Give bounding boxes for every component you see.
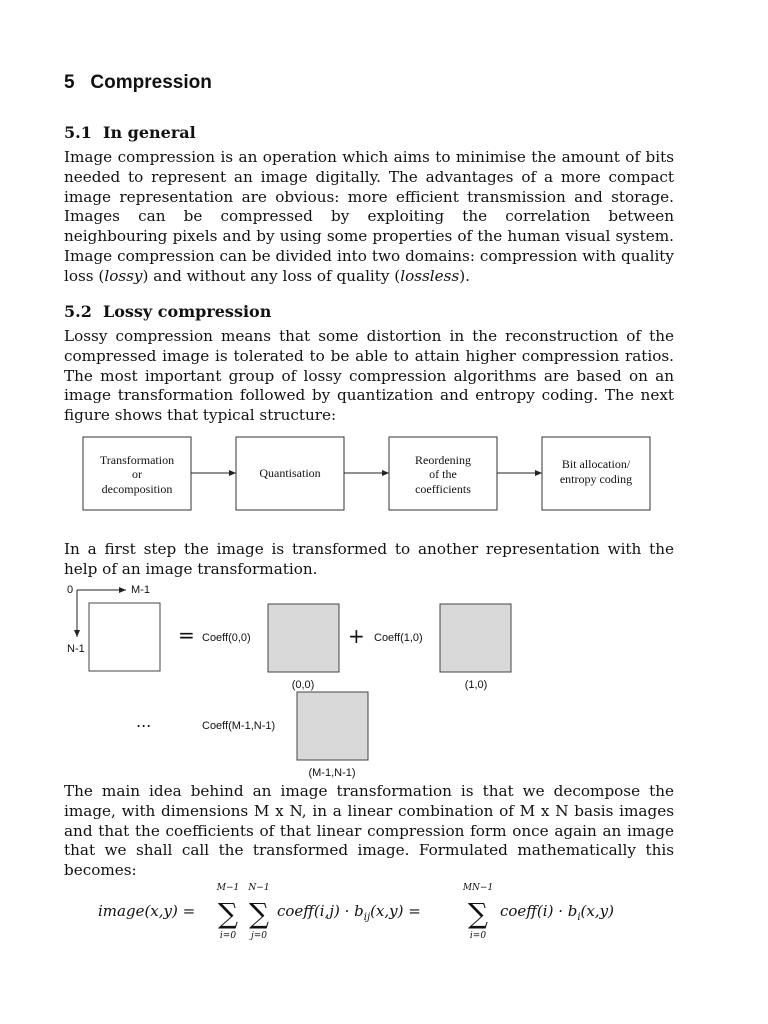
term2-sub: i	[577, 912, 581, 923]
pipeline-box-transformation	[83, 437, 191, 510]
pipeline-box-quantisation	[236, 437, 344, 510]
term-lossless: lossless	[400, 266, 460, 285]
sum2-bottom: j=0	[250, 931, 268, 941]
term1-args: (x,y) =	[370, 902, 421, 920]
basis-label-10: (1,0)	[464, 679, 488, 691]
x-axis-label: M-1	[131, 584, 150, 596]
pipeline-box3-line3: coefficients	[415, 482, 471, 496]
y-axis-label: N-1	[67, 643, 85, 655]
origin-label: 0	[67, 584, 74, 596]
para1-text-b: ) and without any loss of quality (	[142, 266, 401, 285]
basis-label-00: (0,0)	[291, 679, 315, 691]
basis-image-10	[440, 604, 511, 672]
term-lossy: lossy	[104, 266, 143, 285]
paragraph-main-idea: The main idea behind an image transformation is that we decompose the image, with dimensions M x N, in a linear combination of M x N basis images and that the coefficients of that linear compression form once again an image that we shall call the transformed image. Formulated mathematically this becomes:	[64, 782, 674, 880]
pipeline-box1-line2: or	[132, 467, 142, 481]
ellipsis: ...	[136, 712, 152, 731]
formula	[96, 878, 696, 948]
sum2-sigma: ∑	[249, 897, 269, 930]
sum1-top: M−1	[216, 883, 240, 893]
term1-sub: ij	[363, 912, 371, 923]
pipeline-box4-line2: entropy coding	[559, 472, 633, 486]
formula-term1	[277, 902, 421, 923]
term2-main: coeff(i) · b	[500, 902, 578, 920]
sum3-sigma: ∑	[468, 897, 488, 930]
basis-image-00	[268, 604, 339, 672]
sum2-top: N−1	[248, 883, 270, 893]
para1-text-a: Image compression is an operation which aims to minimise the amount of bits needed to represent an image digitally. The advantages of a more compact image representation are obvious: more efficient transmission and storage. Images can be compressed by exploiting the correlation between neighbouring pixels and by using some properties of the human visual system. Image compression can be divided into two domains: compression with quality loss (	[64, 148, 674, 285]
pipeline-box3-line2: of the	[429, 467, 457, 481]
coeff-00-label: Coeff(0,0)	[202, 632, 251, 644]
term1-main: coeff(i,j) · b	[277, 902, 364, 920]
basis-figure	[67, 584, 511, 779]
subsection-number: 5.2	[64, 302, 92, 321]
subsection-title: Lossy compression	[102, 302, 272, 321]
basis-label-last: (M-1,N-1)	[308, 767, 356, 779]
subsection-heading-lossy	[64, 302, 271, 321]
sum3-top: MN−1	[462, 883, 494, 893]
pipeline-diagram	[83, 437, 650, 510]
paragraph-first-step: In a first step the image is transformed to another representation with the help of an image transformation.	[64, 540, 674, 578]
formula-term2	[500, 902, 614, 923]
pipeline-box2-line1: Quantisation	[259, 466, 321, 480]
pipeline-box-reordering	[389, 437, 497, 510]
sum3-bottom: i=0	[469, 931, 487, 941]
section-title: Compression	[90, 72, 212, 93]
term2-args: (x,y)	[580, 902, 614, 920]
subsection-heading-general	[64, 123, 196, 142]
pipeline-box3-line1: Reordening	[415, 453, 471, 467]
sum1-bottom: i=0	[219, 931, 237, 941]
coeff-last-label: Coeff(M-1,N-1)	[202, 720, 276, 732]
section-number: 5	[64, 72, 75, 93]
plus-sign: +	[348, 624, 365, 648]
pipeline-box-entropy	[542, 437, 650, 510]
pipeline-box4-line1: Bit allocation/	[561, 457, 631, 471]
paragraph-general	[64, 148, 674, 287]
pipeline-box1-line3: decomposition	[101, 482, 173, 496]
image-square	[89, 603, 160, 671]
subsection-number: 5.1	[64, 123, 92, 142]
equals-sign: =	[178, 623, 195, 647]
sum1-sigma: ∑	[218, 897, 238, 930]
pipeline-box1-line1: Transformation	[99, 453, 175, 467]
section-heading	[64, 72, 212, 94]
subsection-title: In general	[102, 123, 196, 142]
formula-lhs: image(x,y) =	[98, 902, 196, 920]
paragraph-lossy: Lossy compression means that some distortion in the reconstruction of the compressed image is tolerated to be able to attain higher compression ratios. The most important group of lossy compression algorithms are based on an image transformation followed by quantization and entropy coding. The next figure shows that typical structure:	[64, 327, 674, 425]
basis-image-last	[297, 692, 368, 760]
coeff-10-label: Coeff(1,0)	[374, 632, 423, 644]
para1-text-c: ).	[459, 266, 471, 285]
